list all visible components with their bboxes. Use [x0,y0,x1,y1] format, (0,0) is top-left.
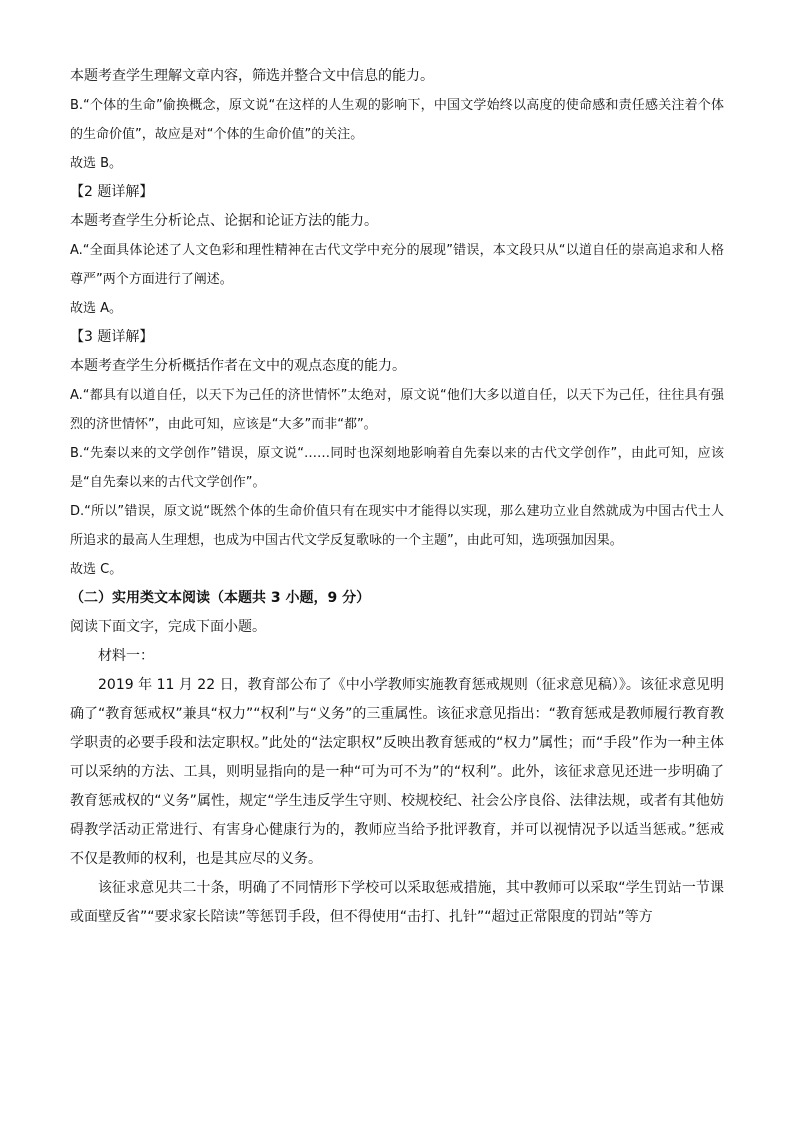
section-heading-q2: 【2 题详解】 [70,184,154,200]
answer-choice-c: 故选 C。 [70,562,123,577]
answer-line-q1-skill: 本题考查学生理解文章内容，筛选并整合文中信息的能力。 [70,68,434,84]
material-one-paragraph-2: 该征求意见共二十条，明确了不同情形下学校可以采取惩戒措施，其中教师可以采取“学生罚站一节课或面壁反省”“要求家长陪读”等惩罚手段，但不得使用“击打、扎针”“超过正常限度的罚站”等方 [70,880,724,925]
answer-option-d-q3: D.“所以”错误，原文说“既然个体的生命价值只有在现实中才能得以实现，那么建功立业自然就成为中国古代士人所追求的最高人生理想，也成为中国古代文学反复歌咏的一个主题”，由此可知，选项强加因果。 [70,504,724,548]
answer-line-q3-skill: 本题考查学生分析概括作者在文中的观点态度的能力。 [70,358,406,374]
material-one-paragraph-1: 2019 年 11 月 22 日，教育部公布了《中小学教师实施教育惩戒规则（征求意见稿）》。该征求意见明确了“教育惩戒权”兼具“权力”“权利”与“义务”的三重属性。该征求意见指出：“教育惩戒是教师履行教育教学职责的必要手段和法定职权。”此处的“法定职权”反映出教育惩戒的“权力”属性；而“手段”作为一种主体可以采纳的方法、工具，则明显指向的是一种“可为可不为”的“权利”。此外，该征求意见还进一步明确了教育惩戒权的“义务”属性，规定“学生违反学生守则、校规校纪、社会公序良俗、法律法规，或者有其他妨碍教学活动正常进行、有害身心健康行为的，教师应当给予批评教育，并可以视情况予以适当惩戒。”惩戒不仅是教师的权利，也是其应尽的义务。 [70,677,724,867]
answer-option-a-explanation: A.“全面具体论述了人文色彩和理性精神在古代文学中充分的展现”错误，本文段只从“以道自任的崇高追求和人格尊严”两个方面进行了阐述。 [70,243,724,287]
answer-choice-b: 故选 B。 [70,156,123,171]
instruction-line: 阅读下面文字，完成下面小题。 [70,619,266,635]
material-one-label: 材料一： [98,648,154,664]
answer-choice-a: 故选 A。 [70,301,123,316]
section-heading-q3: 【3 题详解】 [70,329,154,345]
section-heading-practical-reading: （二）实用类文本阅读（本题共 3 小题，9 分） [70,590,371,606]
answer-option-a-q3: A.“都具有以道自任，以天下为己任的济世情怀”太绝对，原文说“他们大多以道自任，以天下为己任，往往具有强烈的济世情怀”，由此可知，应该是“大多”而非“都”。 [70,388,724,432]
document-body [70,62,724,932]
answer-line-q2-skill: 本题考查学生分析论点、论据和论证方法的能力。 [70,213,378,229]
answer-option-b-q3: B.“先秦以来的文学创作”错误，原文说“……同时也深刻地影响着自先秦以来的古代文学创作”，由此可知，应该是“自先秦以来的古代文学创作”。 [70,446,724,490]
answer-option-b-explanation: B.“个体的生命”偷换概念，原文说“在这样的人生观的影响下，中国文学始终以高度的使命感和责任感关注着个体的生命价值”，故应是对“个体的生命价值”的关注。 [70,98,724,142]
